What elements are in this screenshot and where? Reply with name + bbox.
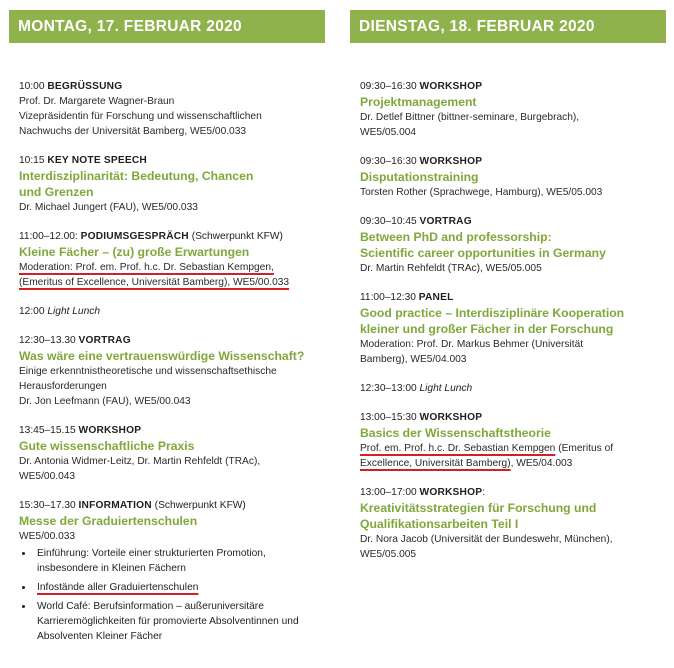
- session-detail: Dr. Antonia Widmer-Leitz, Dr. Martin Rehfeldt (TRAc),: [19, 456, 261, 467]
- session-type: PODIUMSGESPRÄCH: [80, 231, 189, 242]
- session-title: Disputationstraining: [360, 170, 479, 184]
- tuesday-header: DIENSTAG, 18. FEBRUAR 2020: [350, 10, 666, 43]
- session-time: 09:30–16:30: [360, 156, 417, 167]
- session-detail: Vizepräsidentin für Forschung und wissenschaftlichen: [19, 111, 262, 122]
- highlighted-moderator: Moderation: Prof. em. Prof. h.c. Dr. Sebastian Kempgen,: [19, 262, 274, 273]
- session-title: kleiner und großer Fächer in der Forschung: [360, 322, 614, 336]
- session-time: 11:00–12:30: [360, 292, 416, 303]
- highlighted-speaker-affiliation: Excellence, Universität Bamberg): [360, 458, 511, 469]
- highlighted-moderator-affiliation: (Emeritus of Excellence, Universität Bamberg), WE5/00.033: [19, 277, 290, 288]
- list-item: • Einführung: Vorteile einer strukturierten Promotion, insbesondere in Kleinen Fächern: [34, 546, 325, 576]
- session-type-colon: :: [482, 487, 486, 498]
- session-title: und Grenzen: [19, 185, 94, 199]
- bullet-list: [19, 546, 325, 644]
- session-detail: WE5/05.004: [360, 127, 417, 138]
- session-detail: Dr. Detlef Bittner (bittner-seminare, Burgebrach),: [360, 112, 580, 123]
- session-time: 09:30–10:45: [360, 216, 417, 227]
- session-title: Qualifikationsarbeiten Teil I: [360, 517, 519, 531]
- session-type: WORKSHOP: [78, 425, 142, 436]
- session-title: Basics der Wissenschaftstheorie: [360, 426, 551, 440]
- session-title: Messe der Graduiertenschulen: [19, 514, 198, 528]
- session-time: 10:00: [19, 81, 45, 92]
- session-title: Scientific career opportunities in Germany: [360, 246, 606, 260]
- session-workshop: [360, 485, 666, 562]
- session-detail: (Emeritus of: [555, 443, 614, 454]
- session-detail: Dr. Michael Jungert (FAU), WE5/00.033: [19, 202, 198, 213]
- highlighted-speaker: Prof. em. Prof. h.c. Dr. Sebastian Kempgen: [360, 443, 556, 454]
- session-time: 12:00: [19, 306, 45, 317]
- session-title: Kleine Fächer – (zu) große Erwartungen: [19, 245, 250, 259]
- session-detail: Moderation: Prof. Dr. Markus Behmer (Universität: [360, 339, 584, 350]
- session-lunch: [360, 381, 666, 396]
- session-type: PANEL: [418, 292, 454, 303]
- session-detail: Prof. Dr. Margarete Wagner-Braun: [19, 96, 175, 107]
- session-type: INFORMATION: [78, 500, 152, 511]
- session-greeting: [19, 79, 325, 139]
- session-detail: Dr. Nora Jacob (Universität der Bundeswehr, München),: [360, 534, 613, 545]
- session-note: (Schwerpunkt KFW): [191, 231, 283, 242]
- session-time: 13:00–15:30: [360, 412, 417, 423]
- session-detail: WE5/05.005: [360, 549, 417, 560]
- session-title: Was wäre eine vertrauenswürdige Wissenschaft?: [19, 349, 305, 363]
- highlighted-info-stands: Infostände aller Graduiertenschulen: [37, 582, 199, 593]
- session-lecture: [360, 214, 666, 276]
- session-detail: WE5/00.033: [19, 531, 76, 542]
- session-detail: Nachwuchs der Universität Bamberg, WE5/00.033: [19, 126, 247, 137]
- session-lunch: [19, 304, 325, 319]
- session-detail: , WE5/04.003: [510, 458, 573, 469]
- list-item: [34, 580, 325, 595]
- session-time: 09:30–16:30: [360, 81, 417, 92]
- session-workshop: [19, 423, 325, 484]
- session-note: (Schwerpunkt KFW): [154, 500, 246, 511]
- session-detail: Einige erkenntnistheoretische und wissenschaftsethische: [19, 366, 277, 377]
- monday-column: [9, 10, 325, 658]
- session-workshop: [360, 410, 666, 471]
- session-panel-discussion: [19, 229, 325, 290]
- session-detail: Dr. Martin Rehfeldt (TRAc), WE5/05.005: [360, 263, 542, 274]
- session-panel: [360, 290, 666, 367]
- session-type: WORKSHOP: [419, 156, 483, 167]
- session-detail: Torsten Rother (Sprachwege, Hamburg), WE5/05.003: [360, 187, 603, 198]
- session-time: 12:30–13:00: [360, 383, 417, 394]
- session-detail: WE5/00.043: [19, 471, 76, 482]
- session-workshop: [360, 79, 666, 140]
- session-type: VORTRAG: [419, 216, 472, 227]
- session-type: WORKSHOP: [419, 412, 483, 423]
- session-time: 13:45–15.15: [19, 425, 76, 436]
- session-time: 15:30–17.30: [19, 500, 76, 511]
- session-detail: Herausforderungen: [19, 381, 107, 392]
- session-keynote: [19, 153, 325, 215]
- session-title: Interdisziplinarität: Bedeutung, Chancen: [19, 169, 254, 183]
- session-time: 11:00–12.00:: [19, 231, 78, 242]
- session-note: Light Lunch: [47, 306, 101, 317]
- session-detail: Bamberg), WE5/04.003: [360, 354, 467, 365]
- session-title: Between PhD and professorship:: [360, 230, 552, 244]
- session-type: VORTRAG: [78, 335, 131, 346]
- session-title: Gute wissenschaftliche Praxis: [19, 439, 195, 453]
- session-title: Kreativitätsstrategien für Forschung und: [360, 501, 597, 515]
- session-time: 10:15: [19, 155, 45, 166]
- session-title: Good practice – Interdisziplinäre Kooperation: [360, 306, 625, 320]
- session-time: 13:00–17:00: [360, 487, 417, 498]
- session-type: WORKSHOP: [419, 81, 483, 92]
- session-title: Projektmanagement: [360, 95, 477, 109]
- session-lecture: [19, 333, 325, 409]
- session-detail: Dr. Jon Leefmann (FAU), WE5/00.043: [19, 396, 191, 407]
- tuesday-column: [350, 10, 666, 576]
- monday-header: MONTAG, 17. FEBRUAR 2020: [9, 10, 325, 43]
- session-type: BEGRÜSSUNG: [47, 81, 123, 92]
- session-type: KEY NOTE SPEECH: [47, 155, 147, 166]
- session-time: 12:30–13.30: [19, 335, 76, 346]
- session-information: [19, 498, 325, 644]
- session-workshop: [360, 154, 666, 200]
- session-type: WORKSHOP: [419, 487, 483, 498]
- list-item: • World Café: Berufsinformation – außeruniversitäre Karrieremöglichkeiten für promovierte Absolventinnen und Absolventen Kleiner Fächer: [34, 599, 325, 644]
- session-note: Light Lunch: [419, 383, 473, 394]
